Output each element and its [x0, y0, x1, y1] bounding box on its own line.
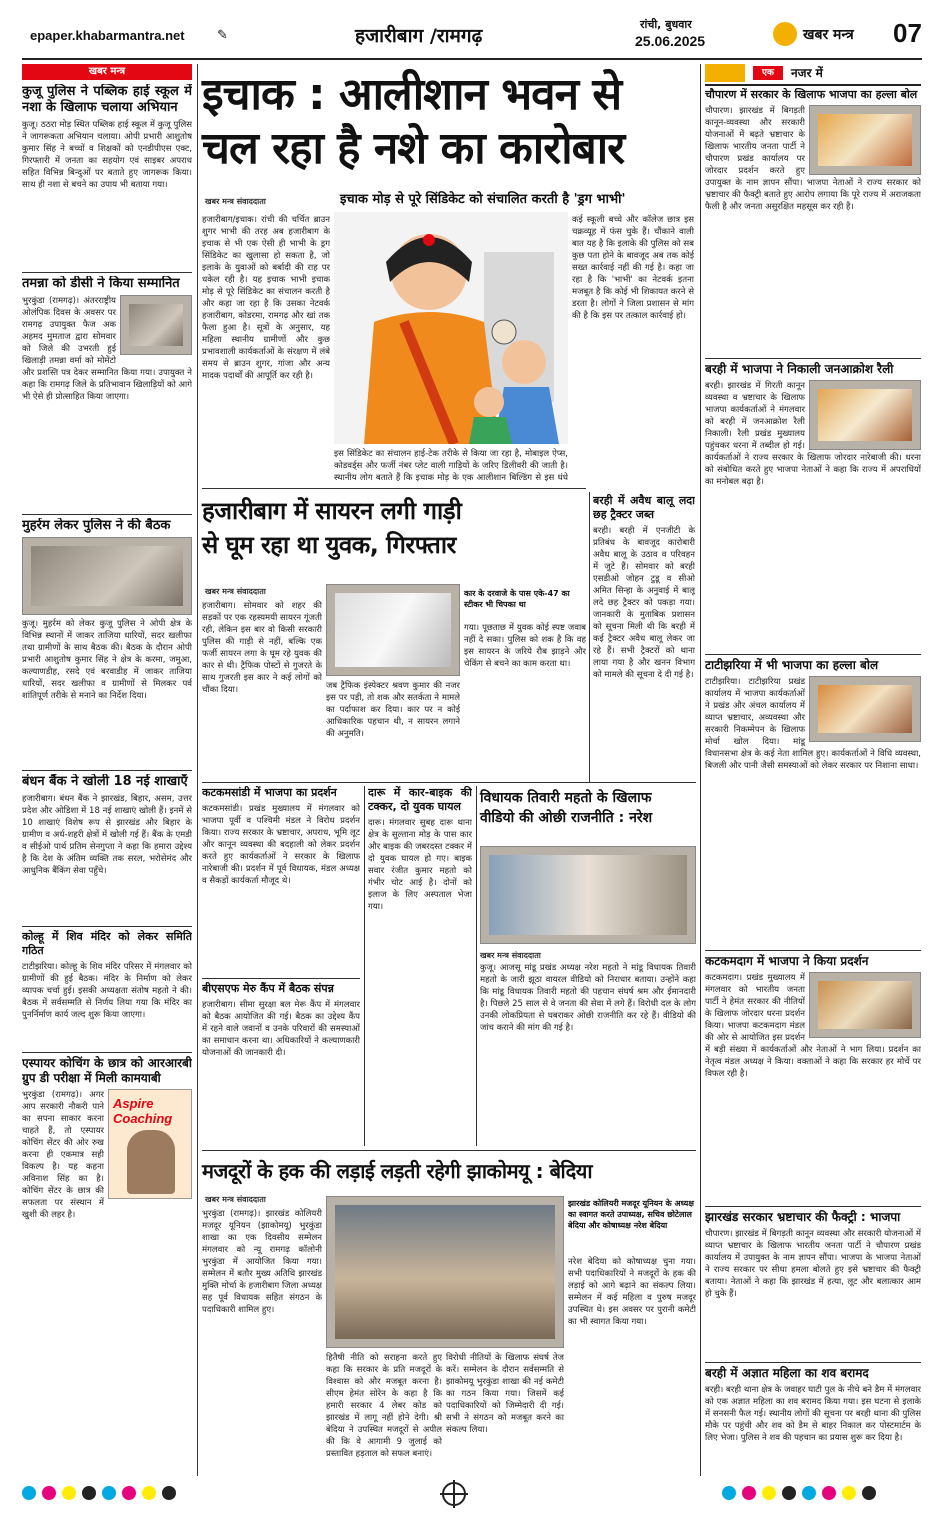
right-story-1-photo — [809, 105, 921, 175]
masthead-rule — [22, 58, 922, 60]
siren-headline — [202, 494, 586, 580]
accident-headline: दारू में कार-बाइक की टक्कर, दो युवक घायल — [368, 786, 472, 813]
siren-headline-line-1: हजारीबाग में सायरन लगी गाड़ी — [202, 497, 462, 525]
union-body-col-3: विरोधी नीतियों के खिलाफ संघर्ष तेज करें। सम्मेलन के दौरान सर्वसम्मति से झाकोमयू भुरकुंडा शाखा की नई कमेटी का गठन किया गया। जिसमें कई पदाधिकारियों को जिम्मेदारी दी गई। सभी ने संगठन को मजबूत करने का संकल्प लिया। — [446, 1353, 564, 1435]
registration-swatch — [42, 1486, 56, 1500]
katkamsandi-body: कटकमसांडी। प्रखंड मुख्यालय में मंगलवार को भाजपा पूर्वी व पश्चिमी मंडल ने विरोध प्रदर्शन किया। राज्य सरकार के भ्रष्टाचार, अपराध, भूमि लूट और कानून व्यवस्था की बदहाली को लेकर प्रदर्शन करते हुए कार्यकर्ताओं ने सरकार के खिलाफ नारेबाजी की। प्रदर्शन में पूर्व विधायक, मंडल अध्यक्ष व सैकड़ों कार्यकर्ता मौजूद थे। — [202, 804, 360, 886]
divider — [202, 782, 696, 783]
right-story-6 — [705, 1366, 921, 1476]
page-number: 07 — [893, 18, 922, 48]
divider — [22, 272, 192, 273]
right-story-6-headline: बरही में अज्ञात महिला का शव बरामद — [705, 1366, 869, 1380]
divider — [22, 926, 192, 927]
registration-swatches-left — [22, 1486, 176, 1500]
divider — [202, 1150, 696, 1151]
accident-story — [368, 786, 472, 1146]
union-body-col-1: भुरकुंडा (रामगढ़)। झारखंड कोलियरी मजदूर यूनियन (झाकोमयू) भुरकुंडा शाखा का एक दिवसीय सम्मेलन मंगलवार को न्यू रामगढ़ कॉलोनी भुरकुंडा में आयोजित किया गया। सम्मेलन में बतौर मुख्य अतिथि झारखंड मुक्ति मोर्चा के हजारीबाग जिला अध्यक्ष सह पूर्व विधायक सहित संगठन के पदाधिकारी शामिल हुए। — [202, 1209, 322, 1315]
mla-byline: खबर मन्त्र संवाददाता — [480, 951, 541, 960]
left-story-2 — [22, 276, 192, 512]
siren-photo-caption: कार के दरवाजे के पास एके-47 का स्टीकर भी चिपका था — [464, 589, 570, 609]
union-photo-caption: झारखंड कोलियरी मजदूर यूनियन के अध्यक्ष का स्वागत करते उपाध्यक्ष, सचिव छोटेलाल बेदिया और कोषाध्यक्ष नरेश बेदिया — [568, 1199, 694, 1230]
divider — [22, 770, 192, 771]
right-story-4 — [705, 954, 921, 1204]
registration-swatch — [822, 1486, 836, 1500]
right-story-6-body: बरही। बरही थाना क्षेत्र के जवाहर घाटी पुल के नीचे बने डैम में मंगलवार को एक अज्ञात महिला का शव बरामद किया गया। इस घटना से इलाके में सनसनी फैल गई। स्थानीय लोगों की सूचना पर बरही थाना की पुलिस मौके पर पहुंची और शव को डैम से बाहर निकाल कर पोस्टमार्टम के लिए भेजा। पुलिस ने शव की पहचान का प्रयास शुरू कर दिया है। — [705, 1385, 921, 1443]
bsf-body: हजारीबाग। सीमा सुरक्षा बल मेरू कैंप में मंगलवार को बैठक आयोजित की गई। बैठक का उद्देश्य कैंप में रहने वाले जवानों व उनके परिवारों की समस्याओं का समाधान करना था। अधिकारियों ने कल्याणकारी योजनाओं की जानकारी दी। — [202, 1000, 360, 1058]
right-story-3 — [705, 658, 921, 948]
siren-body-col-1: हजारीबाग। सोमवार को शहर की सड़कों पर एक रहस्यमयी सायरन गूंजती रही, लेकिन इस बार वो किसी सरकारी पुलिस की गाड़ी से नहीं, बल्कि एक फर्जी सायरन लगा के घूम रहे युवक की कार से थी। ट्रैफिक पोस्टों से गुजरते के साथ गुजरती इस कार ने कई लोगों को चौंका दिया। — [202, 601, 322, 695]
right-story-2-headline: बरही में भाजपा ने निकाली जनआक्रोश रैली — [705, 362, 894, 376]
lead-body-col-3: कई स्कूली बच्चे और कॉलेज छात्र इस चक्रव्यूह में फंस चुके हैं। चौंकाने वाली बात यह है कि इलाके की पुलिस को सब कुछ पता होने के बावजूद अब तक कोई सख्त कार्रवाई नहीं की गई है। कहा जा रहा है कि 'भाभी' का नेटवर्क इतना मजबूत है कि कोई भी शिकायत करने से डरता है। लोगों ने जिला प्रशासन से मांग की है कि इस पर तत्काल कार्रवाई हो। — [572, 215, 694, 321]
siren-photo — [326, 584, 460, 676]
registration-swatch — [62, 1486, 76, 1500]
registration-swatch — [142, 1486, 156, 1500]
newspaper-logo — [773, 22, 883, 46]
logo-text: खबर मन्त्र — [803, 27, 854, 43]
right-story-3-body: टाटीझरिया। टाटीझरिया प्रखंड कार्यालय में भाजपा कार्यकर्ताओं ने प्रखंड और अंचल कार्यालय में व्याप्त भ्रष्टाचार, अव्यवस्था और सरकारी निकम्मेपन के खिलाफ मोर्चा खोल दिया। मांडू विधानसभा क्षेत्र के कई नेता शामिल हुए। कार्यकर्ताओं ने विधि व्यवस्था, बिजली और पानी जैसी समस्याओं को लेकर सरकार पर निशाना साधा। — [705, 677, 921, 771]
column-rule — [197, 64, 198, 1476]
registration-swatch — [782, 1486, 796, 1500]
section-tag: एक — [753, 66, 783, 80]
left-story-2-headline: तमन्ना को डीसी ने किया सम्मानित — [22, 276, 180, 291]
right-story-2-body: बरही। झारखंड में गिरती कानून व्यवस्था व भ्रष्टाचार के खिलाफ भाजपा कार्यकर्ताओं ने मंगलवार को बरही में जनआक्रोश रैली निकाली। रैली प्रखंड मुख्यालय पहुंचकर धरना में तब्दील हो गई। कार्यकर्ताओं ने राज्य सरकार के खिलाफ जोरदार नारेबाजी की। धरना को संबोधित करते हुए भाजपा नेताओं ने कहा कि राज्य में अपराधियों का मनोबल बढ़ा है। — [705, 381, 921, 487]
registration-marks — [22, 1482, 922, 1506]
left-story-2-body: भुरकुंडा (रामगढ़)। अंतरराष्ट्रीय ओलंपिक दिवस के अवसर पर रामगढ़ उपायुक्त फैज अक अहमद मुमताज द्वारा सोमवार को जिले की उभरती हुई खिलाड़ी तमन्ना वर्मा को मोमेंटो और प्रशस्ति पत्र देकर सम्मानित किया गया। उपायुक्त ने कहा कि रामगढ़ जिले के प्रतिभावान खिलाड़ियों को आगे भी ऐसे ही प्रोत्साहित किया जाएगा। — [22, 296, 192, 402]
registration-swatch — [22, 1486, 36, 1500]
divider — [22, 1052, 192, 1053]
right-story-3-headline: टाटीझरिया में भी भाजपा का हल्ला बोल — [705, 658, 879, 672]
lead-subhead: इचाक मोड़ से पूरे सिंडिकेट को संचालित करती है 'ड्रग भाभी' — [340, 192, 626, 207]
left-section-label: खबर मन्त्र — [22, 64, 192, 80]
registration-swatch — [842, 1486, 856, 1500]
registration-swatch — [802, 1486, 816, 1500]
right-story-4-body: कटकमदाग। प्रखंड मुख्यालय में मंगलवार को भारतीय जनता पार्टी ने हेमंत सरकार की नीतियों के खिलाफ जोरदार धरना प्रदर्शन किया। भाजपा कटकमदाग मंडल की ओर से आयोजित इस प्रदर्शन में बड़ी संख्या में कार्यकर्ताओं और नेताओं ने भाग लिया। प्रदर्शन का नेतृत्व मंडल अध्यक्ष ने किया। वक्ताओं ने कहा कि सरकार हर मोर्चे पर विफल रही है। — [705, 973, 921, 1079]
bsf-headline: बीएसएफ मेरु कैंप में बैठक संपन्न — [202, 982, 334, 995]
divider — [705, 1206, 921, 1207]
right-story-2 — [705, 362, 921, 652]
right-section-header — [705, 64, 921, 82]
column-rule — [700, 64, 701, 1476]
siren-headline-line-2: से घूम रहा था युवक, गिरफ्तार — [202, 531, 456, 559]
left-story-1 — [22, 84, 192, 270]
siren-body-col-2: जब ट्रैफिक इंस्पेक्टर श्रवण कुमार की नजर इस पर पड़ी, तो शक और सतर्कता ने मामले का पर्दाफाश कर दिया। कार पर न कोई आधिकारिक पहचान थी, न सायरन लगाने की अनुमति। — [326, 681, 460, 739]
left-story-5-headline: कोल्हू में शिव मंदिर को लेकर समिति गठित — [22, 930, 192, 957]
divider — [705, 950, 921, 951]
right-story-5-body: चौपारण। झारखंड में बिगड़ती कानून व्यवस्था और सरकारी योजनाओं में व्याप्त भ्रष्टाचार के खिलाफ भारतीय जनता पार्टी ने चौपारण प्रखंड कार्यालय में उपायुक्त के नाम ज्ञापन सौंपा। भाजपा के भाजपा नेताओं ने राज्य सरकार पर सीधा हमला बोलते हुए इसे भ्रष्टाचार की फैक्ट्री बताया। नेताओं ने कहा कि झारखंड में हत्या, लूट और बलात्कार आम हो चुके हैं। — [705, 1229, 921, 1299]
left-story-3-photo — [22, 537, 192, 615]
union-body-col-2: हितैषी नीति को सराहना करते हुए कहा कि सरकार के प्रति मजदूरों के विश्वास को और मजबूत करना है। सीएम हेमंत सोरेन के कहा है कि हमारी सरकार 4 लेबर कोड को झारखंड में लागू नहीं होने देगी। श्री बेदिया ने उपस्थित मजदूरों से अपील की कि वे आगामी 9 जुलाई को प्रस्तावित हड़ताल को सफल बनाएं। — [326, 1353, 442, 1459]
accident-body: दारू। मंगलवार सुबह दारू थाना क्षेत्र के सुल्ताना मोड़ के पास कार और बाइक की जबरदस्त टक्कर में दो युवक घायल हो गए। बाइक सवार रंजीत कुमार महतो को गंभीर चोट आई है। दोनों को इलाज के लिए अस्पताल भेजा गया। — [368, 818, 472, 912]
crosshair-icon — [442, 1482, 466, 1506]
divider — [202, 978, 360, 979]
left-story-1-body: कुजू। ठठरा मोड़ स्थित पब्लिक हाई स्कूल में कुजू पुलिस ने जागरूकता अभियान चलाया। ओपी प्रभारी आशुतोष कुमार सिंह ने बच्चों व शिक्षकों को एनडीपीएस एक्ट, गिरफ्तारी में जनता का सहयोग एवं साइबर अपराध सहित विभिन्न बिन्दुओं पर बताते हुए जागरूक किया। साथ ही नशा से बचने का उपाय भी बताया गया। — [22, 120, 192, 190]
left-story-5-body: टाटीझरिया। कोल्हू के शिव मंदिर परिसर में मंगलवार को ग्रामीणों की हुई बैठक। मंदिर के निर्माण को लेकर व्यापक चर्चा हुई। इसकी अध्यक्षता संतोष महतो ने की। बैठक में सर्वसम्मति से निर्णय लिया गया कि मंदिर का पुनर्निर्माण कार्य जल्द शुरू किया जाएगा। — [22, 962, 192, 1020]
lead-cartoon — [334, 212, 568, 444]
dateline-date: 25.06.2025 — [635, 33, 706, 49]
left-story-3-headline: मुहर्रम लेकर पुलिस ने की बैठक — [22, 518, 171, 533]
registration-swatch — [722, 1486, 736, 1500]
left-story-6 — [22, 1056, 192, 1476]
cartoon-illustration — [334, 212, 568, 444]
balu-body: बरही। बरही में एनजीटी के प्रतिबंध के बावजूद कारोबारी अवैध बालू के उठाव व परिवहन में जुटे हैं। सोमवार को बरही एसडीओ जोहन टुडू व सीओ अमित सिन्हा के अनुवाई में बालू लदे छह ट्रैक्टर को पकड़ा गया। जानकारी के मुताबिक प्रशासन को सूचना मिली थी कि बरही में कई ट्रैक्टर अवैध बालू लेकर जा रहे हैं। सभी ट्रैक्टरों को थाना लाया गया है और खनन विभाग को मामले की सूचना दे दी गई है। — [593, 526, 695, 680]
lead-headline — [202, 68, 694, 180]
person-photo — [127, 1130, 175, 1194]
section-label: नजर में — [791, 66, 823, 80]
cursor-icon: ✎ — [217, 28, 228, 43]
right-story-1-headline: चौपारण में सरकार के खिलाफ भाजपा का हल्ला बोल — [705, 88, 918, 101]
left-story-5 — [22, 930, 192, 1050]
section-rule — [705, 84, 921, 86]
divider — [705, 654, 921, 655]
masthead — [0, 0, 945, 62]
registration-swatch — [122, 1486, 136, 1500]
dateline-city: रांची, बुधवार — [640, 18, 692, 31]
registration-swatch — [102, 1486, 116, 1500]
right-story-1 — [705, 88, 921, 356]
bsf-story — [202, 982, 360, 1152]
logo-mark-icon — [773, 22, 797, 46]
site-url[interactable]: epaper.khabarmantra.net — [30, 28, 185, 43]
section-header-logo-icon — [705, 64, 745, 82]
left-story-2-photo — [120, 295, 192, 355]
siren-body-col-3: गया। पूछताछ में युवक कोई स्पष्ट जवाब नहीं दे सका। पुलिस को शक है कि वह इस सायरन के जरिये रौब झाड़ने और चेकिंग से बचने का काम करता था। — [464, 623, 586, 669]
union-photo — [326, 1196, 564, 1348]
right-story-1-body: चौपारण। झारखंड में बिगड़ती कानून-व्यवस्था और सरकारी योजनाओं में बढ़ते भ्रष्टाचार के खिलाफ भारतीय जनता पार्टी ने चौपारण प्रखंड कार्यालय पर जोरदार प्रदर्शन करते हुए उपायुक्त के नाम ज्ञापन सौंपा। भाजपा नेताओं ने राज्य सरकार को भ्रष्टाचार की फैक्ट्री बताते हुए आरोप लगाया कि पूरे राज्य में अराजकता फैली है और जनता असुरक्षित महसूस कर रही है। — [705, 106, 921, 212]
left-story-4-headline: बंधन बैंक ने खोली 18 नई शाखाएँ — [22, 774, 188, 789]
right-story-5-headline: झारखंड सरकार भ्रष्टाचार की फैक्ट्री : भाजपा — [705, 1210, 901, 1224]
mla-headline-line-2: वीडियो की ओछी राजनीति : नरेश — [480, 810, 653, 826]
column-rule — [364, 786, 365, 1146]
right-story-3-photo — [809, 676, 921, 742]
mla-headline-line-1: विधायक तिवारी महतो के खिलाफ — [480, 790, 652, 806]
divider — [202, 488, 586, 489]
katkamsandi-headline: कटकमसांडी में भाजपा का प्रदर्शन — [202, 786, 337, 799]
left-story-4-body: हजारीबाग। बंधन बैंक ने झारखंड, बिहार, असम, उत्तर प्रदेश और ओडिशा में 18 नई शाखाएं खोली हैं। इनमें से 10 शाखाएं विशेष रूप से झारखंड और बिहार के ग्रामीण व अर्ध-शहरी क्षेत्रों में खोली गई हैं। बैंक के एमडी व सीईओ पार्थ प्रतिम सेनगुप्ता ने कहा कि हमारा उद्देश्य है कि देश के अंतिम व्यक्ति तक सरल, भरोसेमंद और आधुनिक बैंकिंग सेवा पहुँचे। — [22, 794, 192, 876]
registration-swatch — [862, 1486, 876, 1500]
aspire-ad — [108, 1089, 192, 1199]
lead-headline-line-2: चल रहा है नशे का कारोबार — [202, 123, 625, 174]
balu-headline: बरही में अवैध बालू लदा छह ट्रैक्टर जब्त — [593, 494, 695, 521]
divider — [22, 514, 192, 515]
lead-body-col-2: इस सिंडिकेट का संचालन हाई-टेक तरीके से किया जा रहा है, मोबाइल ऐप्स, कोडवर्ड्स और फर्जी नंबर प्लेट वाली गाड़ियों के जरिए डिलीवरी की जाती है। स्थानीय लोग बताते हैं कि इचाक मोड़ के एक आलीशान बिल्डिंग से इस धंधे — [334, 449, 568, 483]
mla-photo — [480, 846, 696, 944]
right-story-4-headline: कटकमदाग में भाजपा ने किया प्रदर्शन — [705, 954, 869, 968]
union-byline: खबर मन्त्र संवाददाता — [205, 1195, 266, 1204]
right-story-4-photo — [809, 972, 921, 1038]
right-story-5 — [705, 1210, 921, 1360]
siren-byline: खबर मन्त्र संवाददाता — [205, 587, 266, 596]
union-headline: मजदूरों के हक की लड़ाई लड़ती रहेगी झाकोमयू : बेदिया — [202, 1159, 593, 1183]
left-story-3-body: कुजू। मुहर्रम को लेकर कुजू पुलिस ने ओपी क्षेत्र के विभिन्न स्थानों में जाकर ताजिया धारियों, सदर खलीफा तथा ग्रामीणों के साथ बैठक की। बैठक के दौरान ओपी प्रभारी आशुतोष कुमार सिंह ने क्षेत्र के करमा, जमुआ, कल्याणडीह, रसदे एवं बरवाडीह में जाकर ताजिया धारियों, सदर खलीफा व ग्रामीणों से मिलकर पर्व शांतिपूर्ण तरीके से मनाने का निर्देश दिया। — [22, 619, 192, 701]
union-body-col-4: नरेश बेदिया को कोषाध्यक्ष चुना गया। सभी पदाधिकारियों ने मजदूरों के हक की लड़ाई को आगे बढ़ाने का संकल्प लिया। सम्मेलन में कई महिला व पुरुष मजदूर उपस्थित थे। इस अवसर पर पुरानी कमेटी का भी स्वागत किया गया। — [568, 1257, 696, 1327]
mla-body: कुजू। आजसू मांडू प्रखंड अध्यक्ष नरेश महतो ने मांडू विधायक तिवारी महतो के जारी झूठा वायरल वीडियो को निराधार बताया। उन्होंने कहा कि मांडू विधायक तिवारी महतो की पहचान संघर्ष श्रम और ईमानदारी है। पिछले 25 साल से वे जनता की सेवा में लगे हैं। विरोधी दल के लोग उनकी लोकप्रियता से घबराकर ओछी राजनीति कर रहे हैं। वीडियो की जांच कराने की मांग की गई है। — [480, 963, 696, 1033]
lead-headline-line-1: इचाक : आलीशान भवन से — [202, 69, 622, 120]
registration-swatch — [82, 1486, 96, 1500]
registration-swatch — [742, 1486, 756, 1500]
column-rule — [589, 492, 590, 782]
divider — [705, 358, 921, 359]
registration-swatches-right — [722, 1486, 876, 1500]
left-story-6-headline: एस्पायर कोचिंग के छात्र को आरआरबी ग्रुप डी परीक्षा में मिली कामयाबी — [22, 1056, 192, 1085]
left-story-1-headline: कुजू पुलिस ने पब्लिक हाई स्कूल में नशा के खिलाफ चलाया अभियान — [22, 84, 192, 115]
left-story-6-body: भुरकुंडा (रामगढ़)। अगर आप सरकारी नौकरी पाने का सपना साकार करना चाहते हैं, तो एस्पायर कोचिंग सेंटर की ओर रुख करना ही एकमात्र सही विकल्प है। यह कहना अविनाश सिंह का है। कोचिंग सेंटर के छात्र की सफलता पर संस्थान में खुशी की लहर है। — [22, 1090, 104, 1220]
balu-story — [593, 494, 695, 778]
left-story-4 — [22, 774, 192, 924]
section-title: हजारीबाग /रामगढ़ — [355, 25, 483, 47]
right-story-2-photo — [809, 380, 921, 450]
lead-byline: खबर मन्त्र संवाददाता — [205, 197, 266, 206]
left-story-3 — [22, 518, 192, 768]
divider — [705, 1362, 921, 1363]
registration-swatch — [162, 1486, 176, 1500]
katkamsandi-story — [202, 786, 360, 976]
column-rule — [476, 786, 477, 1146]
aspire-ad-text: Aspire Coaching — [113, 1096, 173, 1126]
lead-body-col-1: हजारीबाग/इचाक। रांची की चर्चित ब्राउन शुगर भाभी की तरह अब हजारीबाग के इचाक से भी एक ऐसी ही भाभी के ड्रग सिंडिकेट का खुलासा हो सकता है, जो इलाके के युवाओं को बर्बादी की राह पर धकेल रही है। यह इचाक भाभी इचाक मोड़ से पूरे सिंडिकेट का संचालन करती है और कहा जा रहा है कि उसका नेटवर्क हजारीबाग, कोडरमा, रामगढ़ और खां तक फैला हुआ है। सूत्रों के अनुसार, यह महिला स्थानीय ग्रामीणों और कुछ प्रभावशाली कार्यकर्ताओं के संरक्षण में लंबे समय से ब्राउन शुगर, गांजा और अन्य मादक पदार्थों की आपूर्ति कर रही है। — [202, 215, 330, 381]
registration-swatch — [762, 1486, 776, 1500]
mla-headline — [480, 788, 696, 842]
